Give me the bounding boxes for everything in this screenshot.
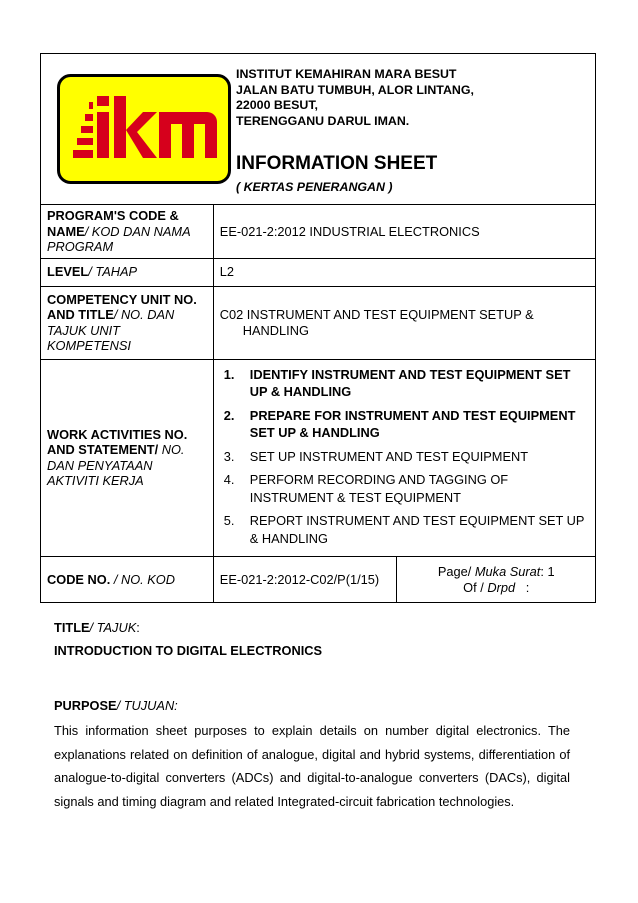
title-label-colon: : bbox=[136, 620, 140, 635]
list-item bbox=[220, 407, 589, 442]
program-label-italic: / KOD DAN NAMA PROGRAM bbox=[47, 223, 191, 254]
level-label bbox=[41, 258, 214, 286]
list-item bbox=[220, 366, 589, 401]
list-item-text: REPORT INSTRUMENT AND TEST EQUIPMENT SET UP & HANDLING bbox=[249, 513, 585, 546]
list-item-number: 4. bbox=[223, 472, 235, 487]
purpose-label bbox=[54, 698, 178, 713]
title-label-bold: TITLE bbox=[54, 620, 90, 635]
program-label bbox=[41, 205, 214, 259]
table-row bbox=[41, 359, 596, 557]
table-row bbox=[41, 205, 596, 259]
list-item bbox=[220, 448, 589, 466]
code-value: EE-021-2:2012-C02/P(1/15) bbox=[213, 557, 397, 603]
level-label-italic: / TAHAP bbox=[88, 264, 138, 280]
program-value: EE-021-2:2012 INDUSTRIAL ELECTRONICS bbox=[213, 205, 595, 259]
list-item-number: 2. bbox=[223, 407, 235, 423]
page-of-label-italic: Drpd bbox=[487, 579, 516, 595]
list-item-number: 1. bbox=[223, 366, 235, 382]
institute-line: JALAN BATU TUMBUH, ALOR LINTANG, bbox=[236, 82, 474, 97]
code-label-italic: / NO. KOD bbox=[110, 571, 175, 587]
page-of-label: Of / bbox=[463, 579, 488, 595]
list-item-number: 5. bbox=[223, 513, 235, 528]
institute-line: INSTITUT KEMAHIRAN MARA BESUT bbox=[236, 67, 457, 81]
title-label-italic: / TAJUK bbox=[89, 620, 137, 635]
logo-text: ikm bbox=[143, 177, 145, 178]
page-number-cell bbox=[397, 557, 596, 603]
purpose-label-bold: PURPOSE bbox=[54, 698, 117, 713]
page-label: Page/ bbox=[437, 564, 475, 579]
page-line bbox=[403, 564, 589, 580]
list-item-text: SET UP INSTRUMENT AND TEST EQUIPMENT bbox=[249, 448, 529, 464]
institute-line: 22000 BESUT, bbox=[236, 98, 318, 112]
purpose-text: This information sheet purposes to explain details on number digital electronics. The explanations related on definition of analogue, digital and hybrid systems, differentiation of analogue-to-digital converters (ADCs) and digital-to-analogue converters (DACs), digital signals and timing diagram and related Integrated-circuit fabrication technologies. bbox=[54, 723, 570, 809]
competency-value-text: C02 INSTRUMENT AND TEST EQUIPMENT SETUP & HANDLING bbox=[219, 307, 534, 338]
work-activities-label-italic: NO. DAN PENYATAAN AKTIVITI KERJA bbox=[47, 442, 185, 489]
work-activities-label bbox=[41, 359, 214, 557]
table-row bbox=[41, 557, 596, 603]
document-title: INTRODUCTION TO DIGITAL ELECTRONICS bbox=[54, 643, 323, 658]
level-value: L2 bbox=[213, 258, 595, 286]
sheet-subtitle: ( KERTAS PENERANGAN ) bbox=[236, 180, 393, 194]
work-activities-label-bold: WORK ACTIVITIES NO. AND STATEMENT/ bbox=[47, 426, 188, 458]
info-table bbox=[40, 204, 596, 603]
sheet-title: INFORMATION SHEET bbox=[236, 153, 438, 174]
page-label-italic: Muka Surat bbox=[474, 564, 541, 579]
table-row bbox=[41, 286, 596, 359]
list-item-text: PREPARE FOR INSTRUMENT AND TEST EQUIPMENT SET UP & HANDLING bbox=[249, 407, 576, 440]
list-item-text: PERFORM RECORDING AND TAGGING OF INSTRUMENT & TEST EQUIPMENT bbox=[249, 472, 509, 505]
code-label-bold: CODE NO. bbox=[47, 571, 111, 587]
list-item bbox=[220, 512, 589, 547]
level-label-bold: LEVEL bbox=[47, 264, 89, 280]
list-item-text: IDENTIFY INSTRUMENT AND TEST EQUIPMENT SET UP & HANDLING bbox=[249, 366, 571, 399]
institute-address bbox=[236, 67, 474, 129]
competency-label bbox=[41, 286, 214, 359]
header-box bbox=[40, 53, 596, 205]
table-row bbox=[41, 258, 596, 286]
page-number: : 1 bbox=[540, 564, 555, 579]
purpose-label-italic: / TUJUAN: bbox=[116, 698, 178, 713]
work-activities-list bbox=[220, 366, 589, 548]
competency-label-bold: COMPETENCY UNIT NO. AND TITLE bbox=[47, 291, 197, 322]
competency-label-italic: / NO. DAN TAJUK UNIT KOMPETENSI bbox=[47, 307, 175, 353]
program-label-bold: PROGRAM'S CODE & NAME bbox=[47, 208, 179, 239]
work-activities-list-cell bbox=[213, 359, 595, 557]
competency-value bbox=[213, 286, 595, 359]
list-item-number: 3. bbox=[223, 448, 235, 464]
title-label bbox=[54, 620, 140, 635]
institute-line: TERENGGANU DARUL IMAN. bbox=[236, 113, 410, 128]
code-label bbox=[41, 557, 214, 603]
page-total: : bbox=[515, 579, 530, 595]
page-of-line bbox=[403, 580, 589, 596]
list-item bbox=[220, 471, 589, 506]
ikm-logo bbox=[57, 74, 231, 184]
